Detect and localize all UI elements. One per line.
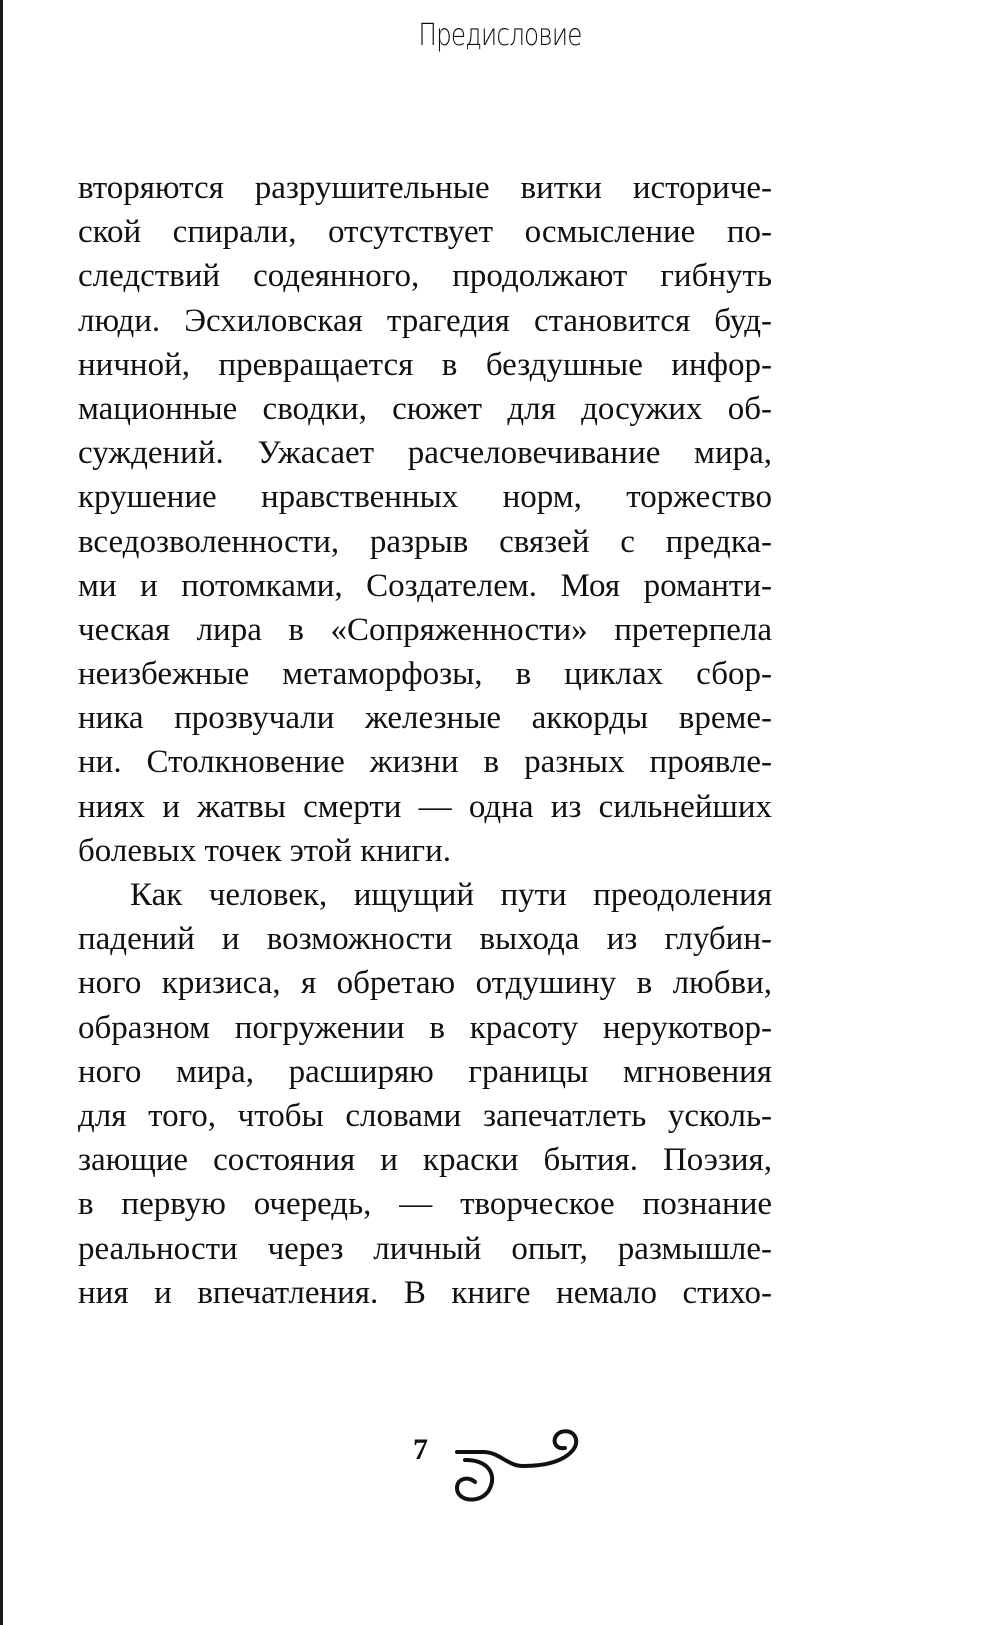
text-line: Как человек, ищущий пути преодоления xyxy=(130,877,772,913)
text-line: ного кризиса, я обретаю отдушину в любви, xyxy=(78,965,772,1002)
text-line: ничной, превращается в бездушные инфор- xyxy=(78,346,772,383)
text-line: мационные сводки, сюжет для досужих об- xyxy=(78,390,772,427)
text-line: ниях и жатвы смерти — одна из сильнейших xyxy=(78,788,772,825)
text-line: ни. Столкновение жизни в разных проявле- xyxy=(78,744,772,781)
running-header: Предисловие xyxy=(418,18,582,53)
swirl-ornament-icon xyxy=(445,1420,590,1520)
text-line: болевых точек этой книги. xyxy=(78,832,451,869)
text-line: зающие состояния и краски бытия. Поэзия, xyxy=(78,1142,772,1179)
page-edge xyxy=(0,0,3,1625)
text-line: ного мира, расширяю границы мгновения xyxy=(78,1053,772,1090)
page-number: 7 xyxy=(413,1433,428,1466)
text-line: следствий содеянного, продолжают гибнуть xyxy=(78,258,772,295)
paragraph-1 xyxy=(78,166,772,873)
paragraph-2 xyxy=(78,873,772,1315)
text-line: ника прозвучали железные аккорды време- xyxy=(78,700,772,737)
text-line: ния и впечатления. В книге немало стихо- xyxy=(78,1274,772,1311)
text-line: вторяются разрушительные витки историче- xyxy=(78,170,772,206)
text-line: неизбежные метаморфозы, в циклах сбор- xyxy=(78,656,772,693)
text-line: люди. Эсхиловская трагедия становится буд- xyxy=(78,302,772,339)
text-line: реальности через личный опыт, размышле- xyxy=(78,1230,772,1267)
text-line: падений и возможности выхода из глубин- xyxy=(78,921,772,958)
text-line: суждений. Ужасает расчеловечивание мира, xyxy=(78,435,772,472)
text-line: вседозволенности, разрыв связей с предка- xyxy=(78,523,772,560)
body-text xyxy=(78,166,772,1315)
text-line: ской спирали, отсутствует осмысление по- xyxy=(78,214,772,251)
text-line: крушение нравственных норм, торжество xyxy=(78,479,772,516)
text-line: ми и потомками, Создателем. Моя романти- xyxy=(78,567,772,604)
text-line: ческая лира в «Сопряженности» претерпела xyxy=(78,611,772,648)
text-line: для того, чтобы словами запечатлеть усколь- xyxy=(78,1097,772,1134)
text-line: в первую очередь, — творческое познание xyxy=(78,1186,772,1223)
text-line: образном погружении в красоту нерукотвор- xyxy=(78,1009,772,1046)
